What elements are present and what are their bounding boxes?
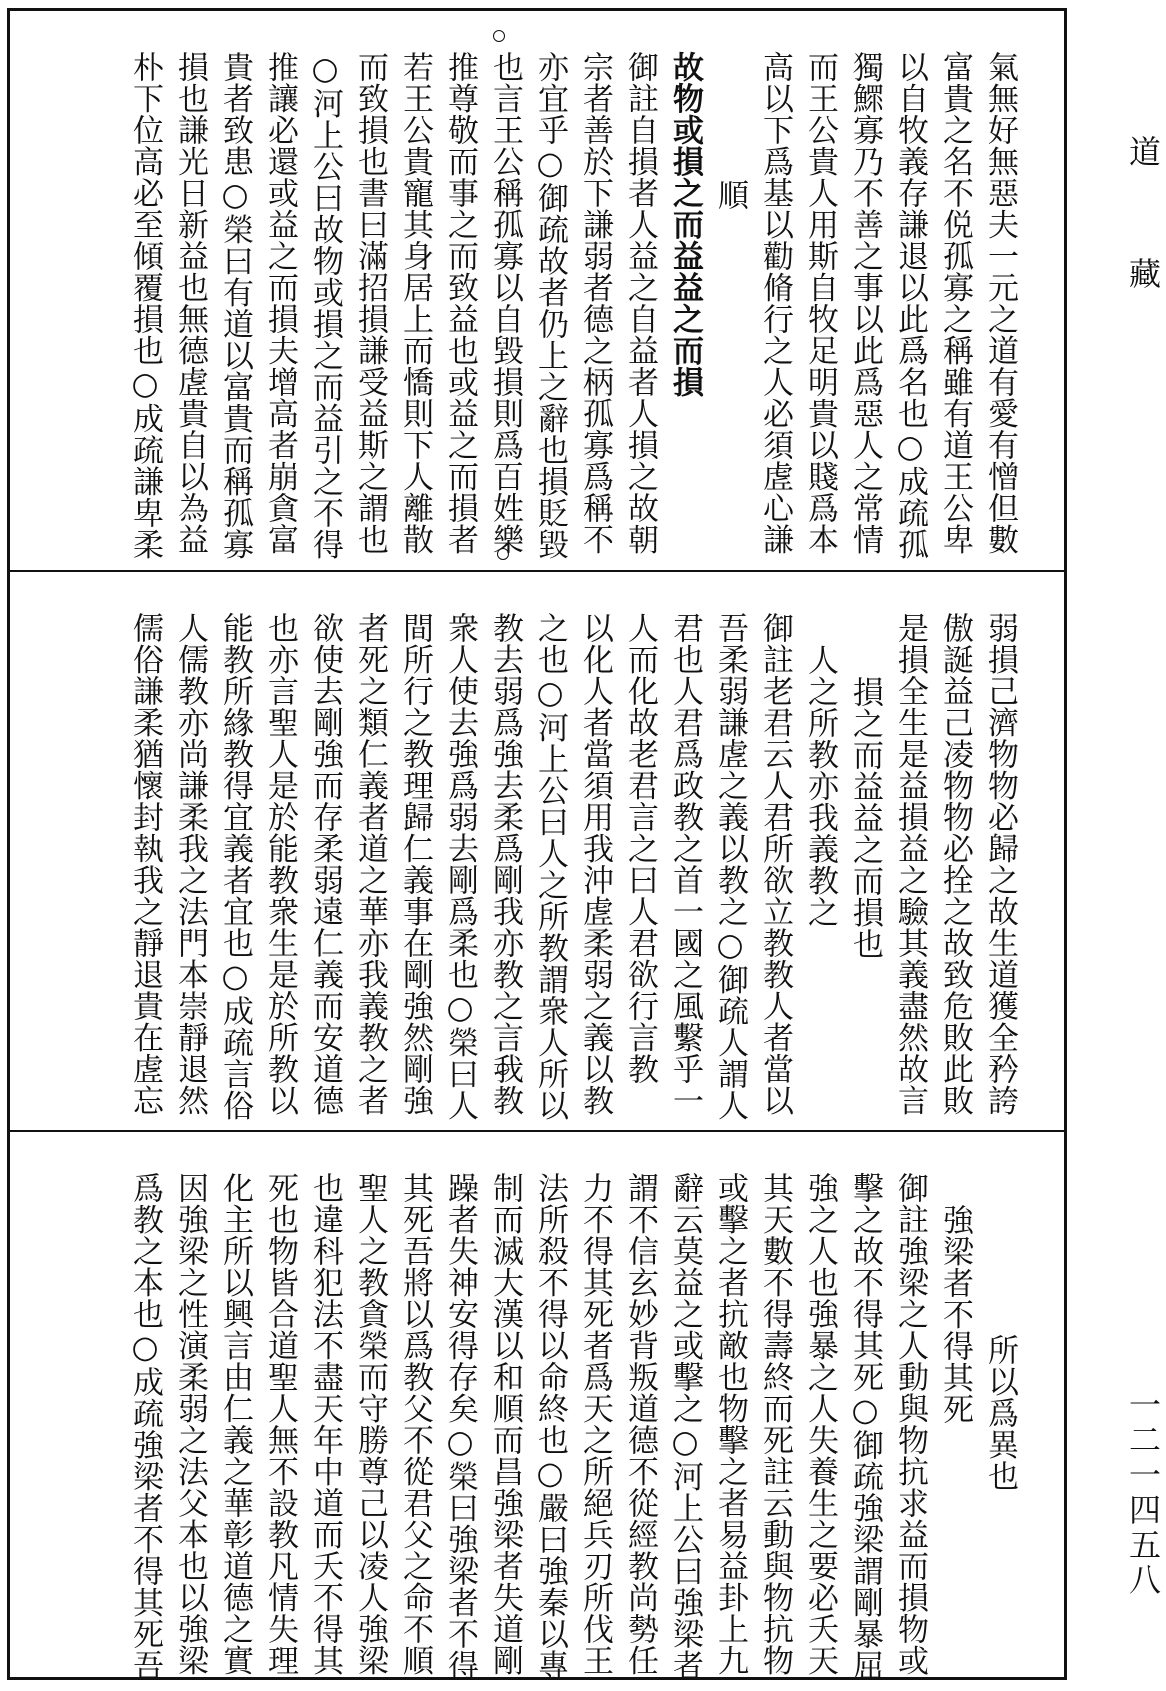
text-column: 貴者致患○榮曰有道以富貴而稱孤寡 — [217, 51, 253, 560]
text-column: 推尊敬而事之而致益也或益之而損者 — [442, 51, 478, 555]
text-column: 獨鰥寡乃不善之事以此爲惡人之常情 — [847, 51, 883, 555]
text-column: 氣無好無惡夫一元之道有愛有憎但數 — [982, 51, 1018, 555]
text-column: 教去弱爲強去柔爲剛我亦教之言我教 — [487, 612, 523, 1116]
text-column: 順 — [712, 179, 748, 211]
text-column: 御註強梁之人動與物抗求益而損物或 — [892, 1172, 928, 1676]
text-column: 人之所教亦我義教之 — [802, 644, 838, 928]
text-column: 聖人之教貪榮而守勝尊己以凌人強梁 — [352, 1172, 388, 1676]
text-column: 亦宜乎○御疏故者仍上之辭也損貶毀 — [532, 51, 568, 560]
text-column: 人儒教亦尚謙柔我之法門本崇靜退然 — [172, 612, 208, 1116]
text-column: 其死吾將以爲教父不從君父之命不順 — [397, 1172, 433, 1676]
text-column: 損也謙光日新益也無德虗貴自以為益 — [172, 51, 208, 555]
text-column: 爲教之本也○成疏強梁者不得其死吾 — [127, 1172, 163, 1681]
text-column: 推讓必還或益之而損夫增高者崩貪富 — [262, 51, 298, 555]
text-column: 人而化故老君言之曰人君欲行言教 — [622, 612, 658, 1085]
collection-title: 道藏 — [1124, 135, 1162, 379]
text-column: 也言王公稱孤寡以自毀損則爲百姓樂 — [487, 51, 523, 555]
text-column: 衆人使去強爲弱去剛爲柔也○榮曰人 — [442, 612, 478, 1121]
text-column: 欲使去剛強而存柔弱遠仁義而安道德 — [307, 612, 343, 1116]
text-column: 而致損也書曰滿招損謙受益斯之謂也 — [352, 51, 388, 555]
text-column: 以化人者當須用我沖虗柔弱之義以教 — [577, 612, 613, 1116]
text-block-middle — [10, 570, 1064, 1132]
text-column: 吾柔弱謙虗之義以教之○御疏人謂人 — [712, 612, 748, 1121]
text-column: 死也物皆合道聖人無不設教凡情失理 — [262, 1172, 298, 1676]
text-column: 間所行之教理歸仁義事在剛強然剛強 — [397, 612, 433, 1116]
punctuation-circle — [493, 30, 505, 42]
text-column: 強之人也強暴之人失養生之要必夭天 — [802, 1172, 838, 1676]
text-column: 高以下爲基以勸脩行之人必須虗心謙 — [757, 51, 793, 555]
text-column: 宗者善於下謙弱者德之柄孤寡爲稱不 — [577, 51, 613, 555]
text-column: 損之而益益之而損也 — [847, 676, 883, 960]
text-column: 法所殺不得以命終也○嚴曰強秦以專 — [532, 1172, 568, 1681]
text-column: 或擊之者抗敵也物擊之者易益卦上九 — [712, 1172, 748, 1676]
punctuation-circle — [497, 548, 509, 560]
text-column: ○河上公曰故物或損之而益引之不得 — [307, 51, 343, 560]
text-column: 其天數不得壽終而死註云動與物抗物 — [757, 1172, 793, 1676]
text-column: 朴下位高必至傾覆損也○成疏謙卑柔 — [127, 51, 163, 560]
text-column: 擊之故不得其死○御疏強梁謂剛暴屈 — [847, 1172, 883, 1681]
text-column: 力不得其死者爲天之所絕兵刃所伐王 — [577, 1172, 613, 1676]
text-column: 制而滅大漢以和順而昌強梁者失道剛 — [487, 1172, 523, 1676]
text-column: 御註老君云人君所欲立教教人者當以 — [757, 612, 793, 1116]
text-column: 而王公貴人用斯自牧足明貴以賤爲本 — [802, 51, 838, 555]
text-column: 是損全生是益損益之驗其義盡然故言 — [892, 612, 928, 1116]
text-column: 若王公貴寵其身居上而憍則下人離散 — [397, 51, 433, 555]
punctuation-circle — [497, 1063, 509, 1075]
text-column: 故物或損之而益益之而損 — [667, 51, 703, 398]
text-column: 富貴之名不侻孤寡之稱雖有道王公卑 — [937, 51, 973, 555]
text-column: 辭云莫益之或擊之○河上公曰強梁者 — [667, 1172, 703, 1681]
text-column: 傲誕益己凌物物必拴之故致危敗此敗 — [937, 612, 973, 1116]
text-column: 之也○河上公曰人之所教謂衆人所以 — [532, 612, 568, 1121]
text-column: 所以爲異也 — [982, 1334, 1018, 1492]
text-column: 也違科犯法不盡天年中道而夭不得其 — [307, 1172, 343, 1676]
text-column: 儒俗謙柔猶懷封執我之靜退貴在虗忘 — [127, 612, 163, 1116]
text-column: 者死之類仁義者道之華亦我義教之者 — [352, 612, 388, 1116]
text-column: 也亦言聖人是於能教衆生是於所教以 — [262, 612, 298, 1116]
text-column: 躁者失神安得存矣○榮曰強梁者不得 — [442, 1172, 478, 1681]
text-block-top — [10, 11, 1064, 570]
page-number: 一二一四五八 — [1124, 1388, 1162, 1598]
text-column: 弱損己濟物物必歸之故生道獲全矜誇 — [982, 612, 1018, 1116]
text-block-bottom — [10, 1130, 1064, 1679]
text-column: 強梁者不得其死 — [937, 1204, 973, 1425]
text-column: 謂不信玄妙背叛道德不從經教尚勢任 — [622, 1172, 658, 1676]
text-column: 能教所緣教得宜義者宜也○成疏言俗 — [217, 612, 253, 1121]
page-frame — [7, 8, 1067, 1680]
text-column: 御註自損者人益之自益者人損之故朝 — [622, 51, 658, 555]
text-column: 君也人君爲政教之首一國之風繫乎一 — [667, 612, 703, 1116]
text-column: 化主所以興言由仁義之華彰道德之實 — [217, 1172, 253, 1676]
text-column: 以自牧義存謙退以此爲名也○成疏孤 — [892, 51, 928, 560]
text-column: 因強梁之性演柔弱之法父本也以強梁 — [172, 1172, 208, 1676]
